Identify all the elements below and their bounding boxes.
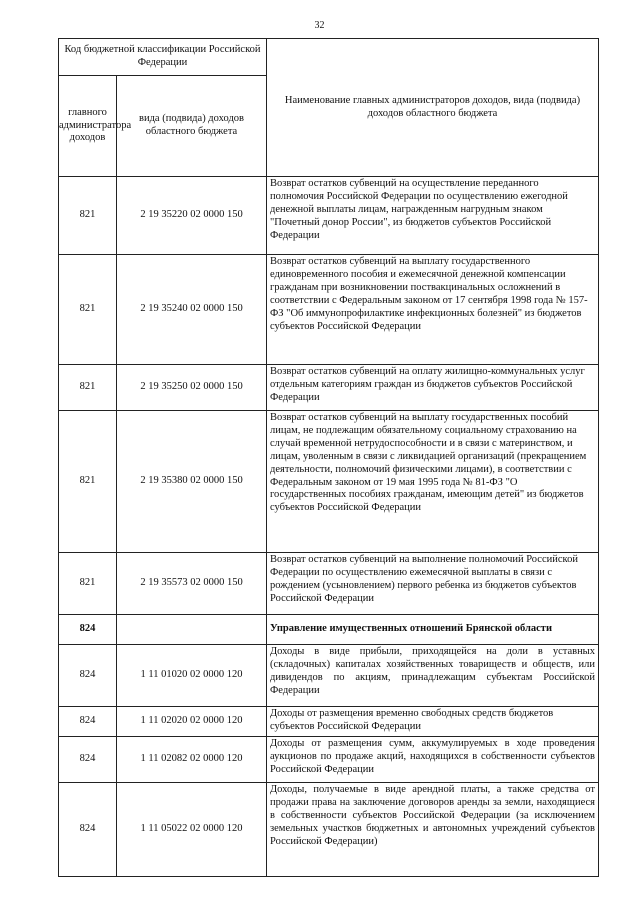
table-row [59, 783, 599, 877]
income-code-cell [117, 615, 267, 645]
table-row [59, 737, 599, 783]
admin-code-cell: 824 [59, 615, 117, 645]
income-code-cell: 1 11 05022 02 0000 120 [117, 783, 267, 877]
page-number: 32 [314, 20, 325, 31]
admin-code-cell: 821 [59, 365, 117, 411]
income-description-cell: Возврат остатков субвенций на выплату государственных пособий лицам, не подлежащим обязательному социальному страхованию на случай временной нетрудоспособности и в связи с материнством, и лицам, уволенным в связи с ликвидацией организаций (прекращением деятельности, полномочий физическими лицами), в соответствии с Федеральным законом от 19 мая 1995 года № 81-ФЗ "О государственных пособиях гражданам, имеющим детей" из бюджетов субъектов Российской Федерации [267, 411, 599, 553]
income-description-cell: Доходы, получаемые в виде арендной платы, а также средства от продажи права на заключение договоров аренды за земли, находящиеся в собственности субъектов Российской Федерации (за исключением земельных участков бюджетных и автономных учреждений субъектов Российской Федерации) [267, 783, 599, 877]
income-description-cell: Доходы от размещения сумм, аккумулируемых в ходе проведения аукционов по продаже акций, находящихся в собственности субъектов Российской Федерации [267, 737, 599, 783]
admin-code-cell: 821 [59, 255, 117, 365]
table-row [59, 255, 599, 365]
income-description-cell: Возврат остатков субвенций на осуществление переданного полномочия Российской Федерации по осуществлению ежегодной денежной выплаты лицам, награжденным нагрудным знаком "Почетный донор России", из бюджетов субъектов Российской Федерации [267, 177, 599, 255]
admin-code-cell: 824 [59, 645, 117, 707]
table-row-section [59, 615, 599, 645]
table-row [59, 553, 599, 615]
admin-code-cell: 821 [59, 553, 117, 615]
income-description-cell: Доходы от размещения временно свободных средств бюджетов субъектов Российской Федерации [267, 707, 599, 737]
admin-code-cell: 824 [59, 707, 117, 737]
header-kind-column: вида (подвида) доходов областного бюджета [117, 76, 267, 177]
table-row [59, 645, 599, 707]
table-row [59, 365, 599, 411]
income-description-cell: Возврат остатков субвенций на выплату государственного единовременного пособия и ежемесячной денежной компенсации гражданам при возникновении поствакцинальных осложнений в соответствии с Федеральным законом от 17 сентября 1998 года № 157-ФЗ "Об иммунопрофилактике инфекционных болезней" из бюджетов субъектов Российской Федерации [267, 255, 599, 365]
income-code-cell: 1 11 02020 02 0000 120 [117, 707, 267, 737]
income-description-cell: Возврат остатков субвенций на выполнение полномочий Российской Федерации по осуществлению ежемесячной выплаты в связи с рождением (усыновлением) первого ребенка из бюджетов субъектов Российской Федерации [267, 553, 599, 615]
budget-classification-table [58, 38, 599, 877]
admin-code-cell: 821 [59, 411, 117, 553]
header-name-column: Наименование главных администраторов доходов, вида (подвида) доходов областного бюджета [267, 39, 599, 177]
income-code-cell: 2 19 35380 02 0000 150 [117, 411, 267, 553]
admin-code-cell: 821 [59, 177, 117, 255]
income-description-cell: Доходы в виде прибыли, приходящейся на доли в уставных (складочных) капиталах хозяйственных товариществ и обществ, или дивидендов по акциям, принадлежащим субъектам Российской Федерации [267, 645, 599, 707]
admin-code-cell: 824 [59, 783, 117, 877]
income-code-cell: 2 19 35573 02 0000 150 [117, 553, 267, 615]
table-row [59, 177, 599, 255]
income-code-cell: 2 19 35240 02 0000 150 [117, 255, 267, 365]
header-admin-column: главного администратора доходов [59, 76, 117, 177]
header-budget-code-group: Код бюджетной классификации Российской Федерации [59, 39, 267, 76]
table-row [59, 411, 599, 553]
income-code-cell: 2 19 35220 02 0000 150 [117, 177, 267, 255]
table-row [59, 707, 599, 737]
income-code-cell: 1 11 02082 02 0000 120 [117, 737, 267, 783]
admin-code-cell: 824 [59, 737, 117, 783]
income-code-cell: 2 19 35250 02 0000 150 [117, 365, 267, 411]
section-title-cell: Управление имущественных отношений Брянской области [267, 615, 599, 645]
income-code-cell: 1 11 01020 02 0000 120 [117, 645, 267, 707]
income-description-cell: Возврат остатков субвенций на оплату жилищно-коммунальных услуг отдельным категориям граждан из бюджетов субъектов Российской Федерации [267, 365, 599, 411]
